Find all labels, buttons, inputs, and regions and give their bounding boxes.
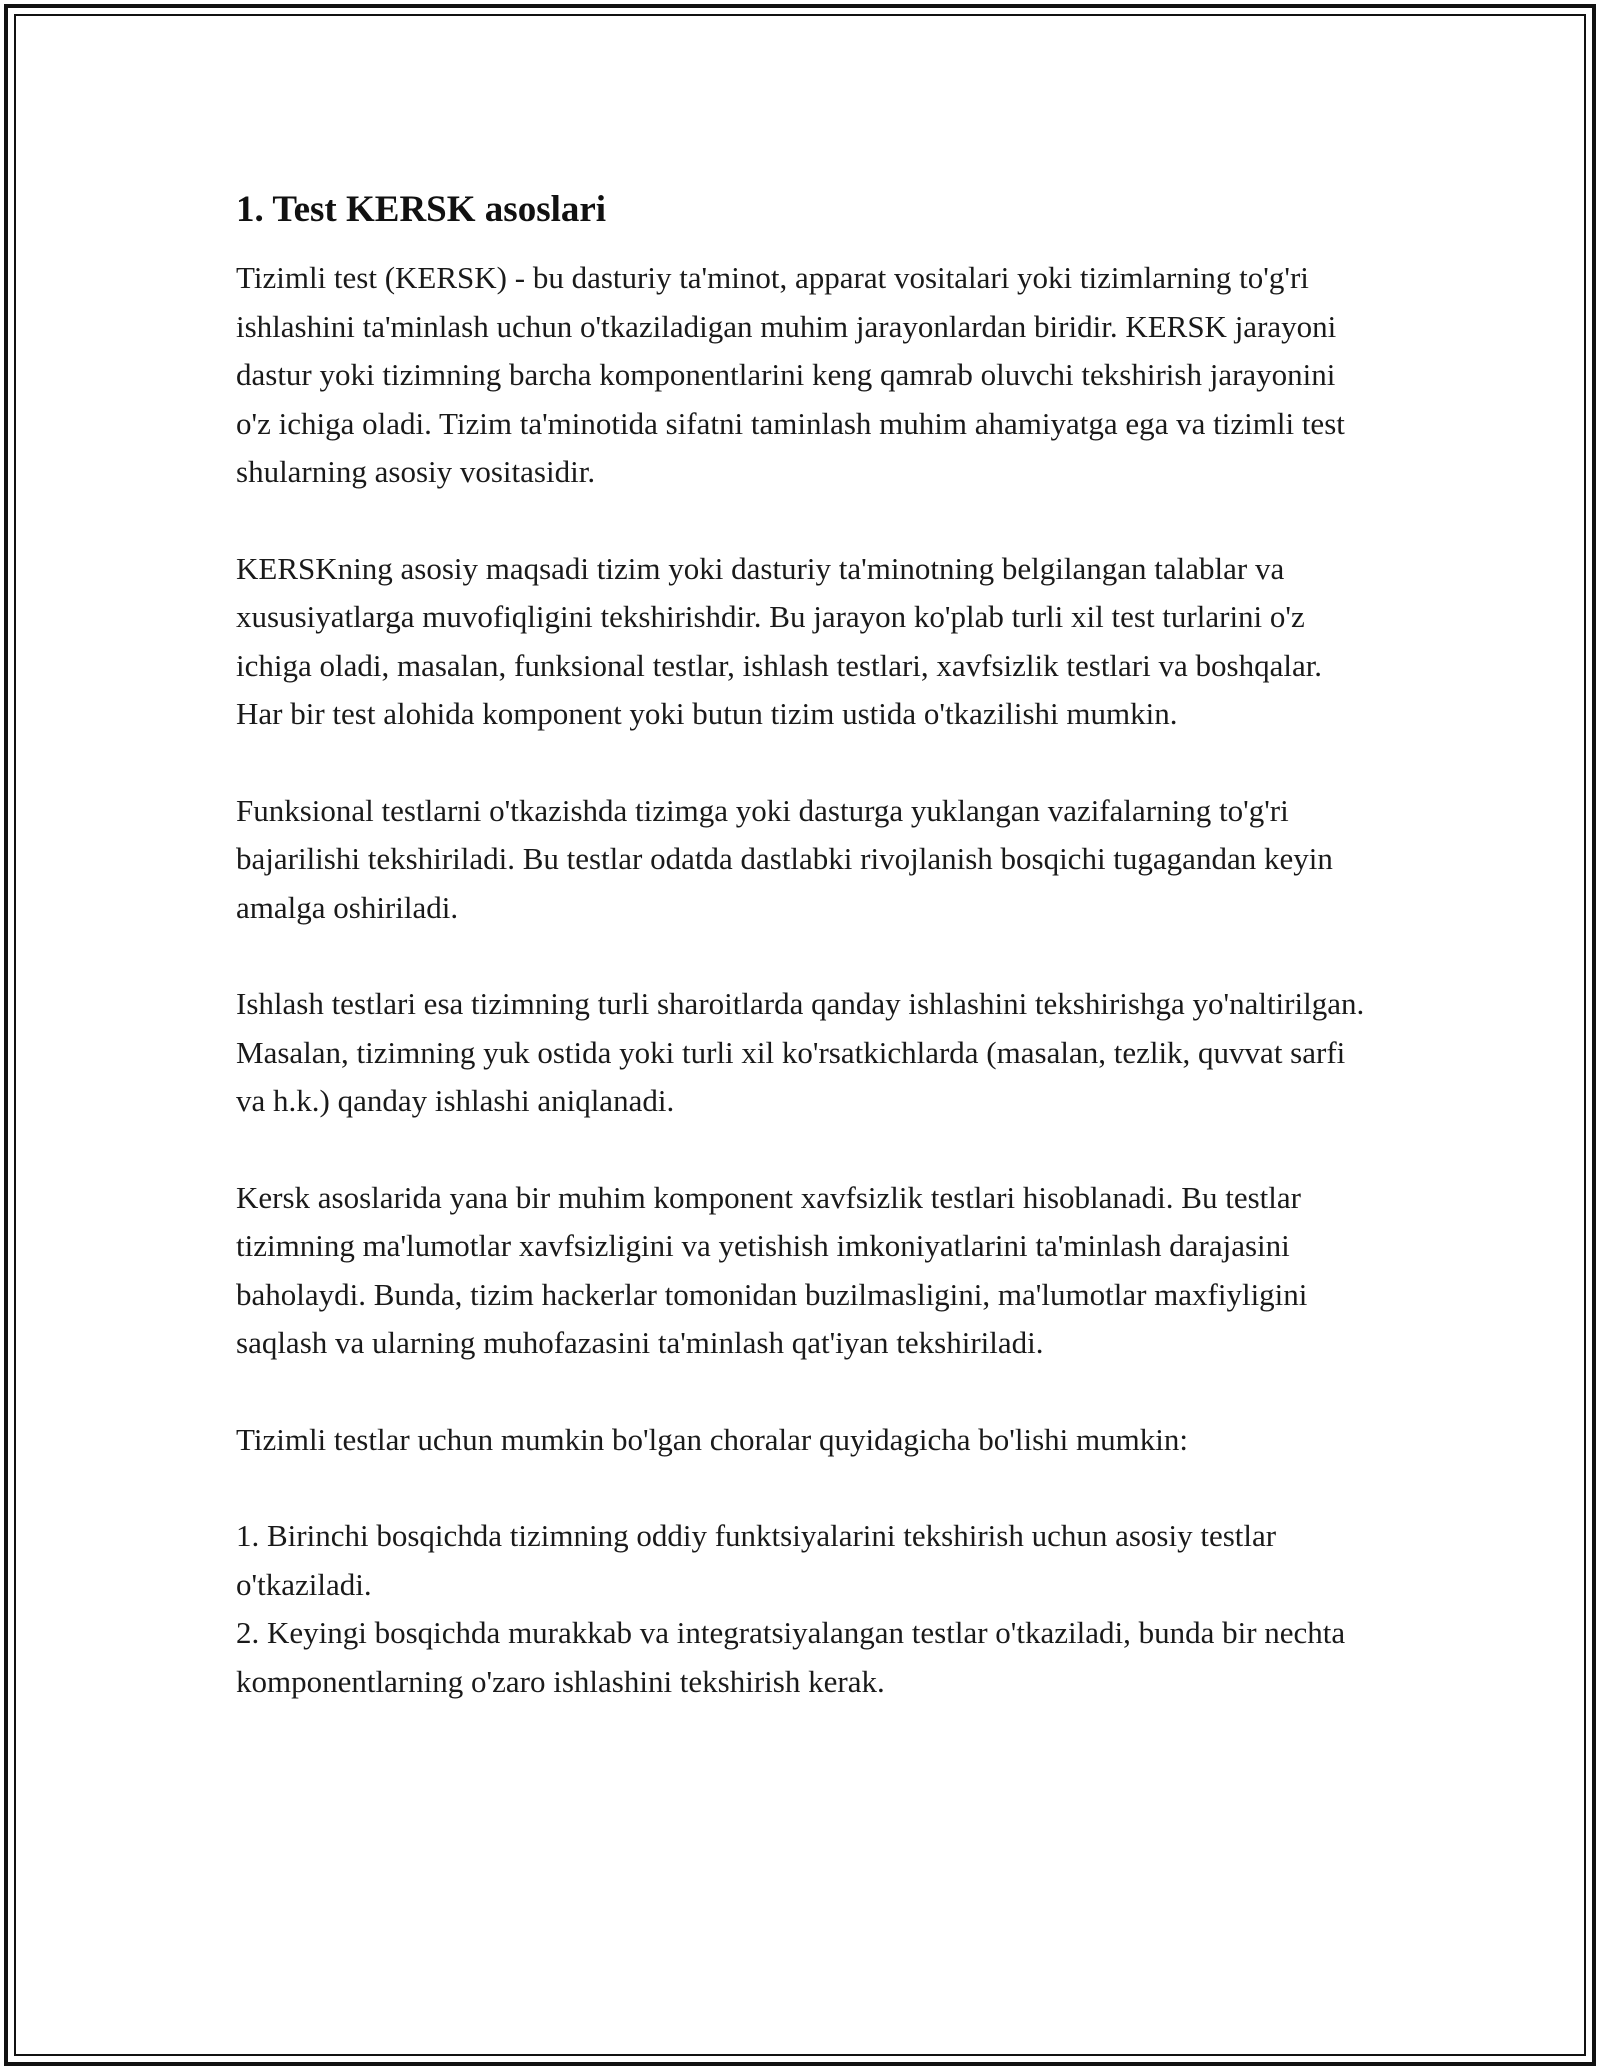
paragraph-goal: KERSKning asosiy maqsadi tizim yoki dasturiy ta'minotning belgilangan talablar va xususiyatlarga muvofiqligini tekshirishdir. Bu jarayon ko'plab turli xil test turlarini o'z ichiga oladi, masalan, funksional testlar, ishlash testlari, xavfsizlik testlari va boshqalar. Har bir test alohida komponent yoki butun tizim ustida o'tkazilishi mumkin. [236,550,1323,731]
list-item: 2. Keyingi bosqichda murakkab va integratsiyalangan testlar o'tkaziladi, bunda bir nechta komponentlarning o'zaro ishlashini tekshirish kerak. [236,1615,1346,1699]
paragraph-measures-intro: Tizimli testlar uchun mumkin bo'lgan choralar quyidagicha bo'lishi mumkin: [236,1421,1188,1457]
measures-list [236,1512,1376,1706]
document-body [236,186,1376,1706]
paragraph-functional-tests: Funksional testlarni o'tkazishda tizimga yoki dasturga yuklangan vazifalarning to'g'ri bajarilishi tekshiriladi. Bu testlar odatda dastlabki rivojlanish bosqichi tugagandan keyin amalga oshiriladi. [236,792,1333,925]
section-heading: 1. Test KERSK asoslari [236,189,607,230]
paragraph-security-tests: Kersk asoslarida yana bir muhim komponent xavfsizlik testlari hisoblanadi. Bu testlar tizimning ma'lumotlar xavfsizligini va yetishish imkoniyatlarini ta'minlash darajasini baholaydi. Bunda, tizim hackerlar tomonidan buzilmasligini, ma'lumotlar maxfiyligini saqlash va ularning muhofazasini ta'minlash qat'iyan tekshiriladi. [236,1179,1308,1360]
paragraph-performance-tests: Ishlash testlari esa tizimning turli sharoitlarda qanday ishlashini tekshirishga yo'naltirilgan. Masalan, tizimning yuk ostida yoki turli xil ko'rsatkichlarda (masalan, tezlik, quvvat sarfi va h.k.) qanday ishlashi aniqlanadi. [236,986,1365,1118]
list-item: 1. Birinchi bosqichda tizimning oddiy funktsiyalarini tekshirish uchun asosiy testlar o'tkaziladi. [236,1518,1277,1602]
paragraph-intro: Tizimli test (KERSK) - bu dasturiy ta'minot, apparat vositalari yoki tizimlarning to'g'ri ishlashini ta'minlash uchun o'tkaziladigan muhim jarayonlardan biridir. KERSK jarayoni dastur yoki tizimning barcha komponentlarini keng qamrab oluvchi tekshirish jarayonini o'z ichiga oladi. Tizim ta'minotida sifatni taminlash muhim ahamiyatga ega va tizimli test shularning asosiy vositasidir. [236,260,1345,489]
